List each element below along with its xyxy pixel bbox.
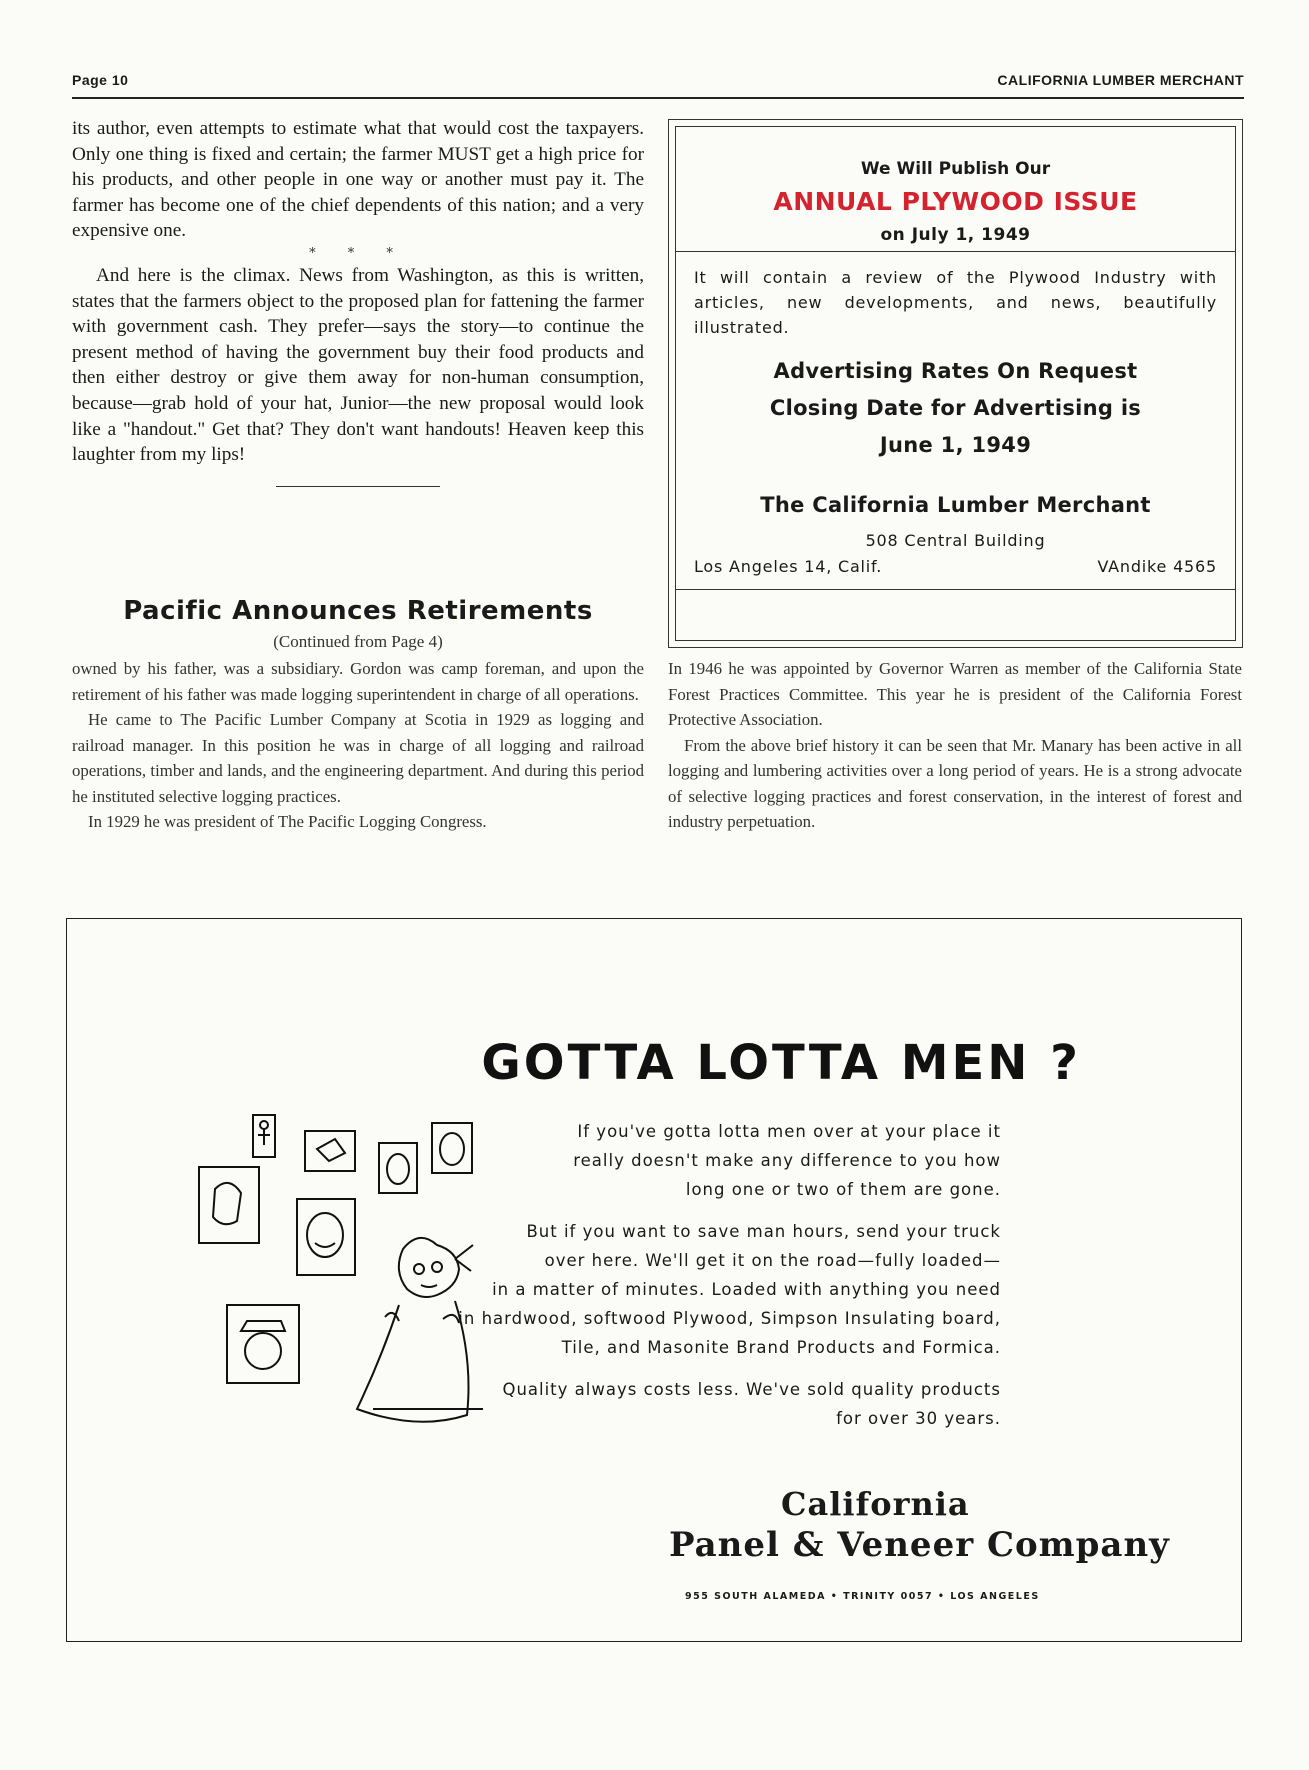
portrait-frame	[253, 1115, 275, 1157]
retirements-right-column	[668, 656, 1242, 835]
ad-rule	[676, 589, 1235, 590]
cartoon-illustration	[137, 1109, 557, 1469]
article-paragraph: In 1946 he was appointed by Governor Warren as member of the California State Forest Practices Committee. This year he is president of the California Forest Protective Association.	[668, 659, 1242, 729]
ad-text-line: long one or two of them are gone.	[685, 1180, 1001, 1199]
ad-text-line: Tile, and Masonite Brand Products and Formica.	[561, 1338, 1001, 1357]
ad-phone: VAndike 4565	[1097, 557, 1217, 576]
ad-text-line: really doesn't make any difference to you how	[573, 1151, 1001, 1170]
header-rule	[72, 97, 1244, 99]
ad-inner-border	[675, 126, 1236, 641]
company-footer: 955 SOUTH ALAMEDA • TRINITY 0057 • LOS ANGELES	[685, 1591, 1040, 1602]
ad-address: 508 Central Building	[865, 531, 1046, 550]
article-title: Pacific Announces Retirements	[123, 596, 593, 626]
ad-rule	[676, 251, 1235, 252]
ad-rates: Advertising Rates On Request	[773, 359, 1138, 383]
ad-intro: We Will Publish Our	[860, 159, 1051, 179]
article-paragraph: In 1929 he was president of The Pacific Logging Congress.	[88, 812, 487, 831]
article-paragraph: From the above brief history it can be seen that Mr. Manary has been active in all logging and lumbering activities over a long period of years. He is a strong advocate of selective logging practices and forest conservation, in the interest of forest and industry perpetuation.	[668, 735, 1242, 831]
ad-text-line: in hardwood, softwood Plywood, Simpson Insulating board,	[458, 1309, 1001, 1328]
portrait-frame	[297, 1199, 355, 1275]
ad-text-line: in a matter of minutes. Loaded with anything you need	[492, 1280, 1001, 1299]
ad-closing: Closing Date for Advertising is	[769, 396, 1142, 420]
ad-headline: ANNUAL PLYWOOD ISSUE	[773, 187, 1138, 216]
ad-publisher: The California Lumber Merchant	[760, 493, 1151, 517]
woman-figure	[357, 1238, 483, 1422]
ad-body: It will contain a review of the Plywood Industry with articles, new developments, and news, beautifully illustrated.	[694, 268, 1217, 337]
ad-closing-date: June 1, 1949	[879, 433, 1032, 457]
company-ad-headline: GOTTA LOTTA MEN ?	[481, 1035, 1081, 1091]
company-ad	[66, 918, 1242, 1642]
article-paragraph: owned by his father, was a subsidiary. Gordon was camp foreman, and upon the retirement of his father was made logging superintendent in charge of all operations.	[72, 659, 644, 704]
ad-text-line: But if you want to save man hours, send your truck	[526, 1222, 1001, 1241]
company-ad-paragraph	[573, 1117, 1001, 1204]
portrait-frame	[432, 1123, 472, 1173]
ad-text-line: If you've gotta lotta men over at your place it	[577, 1122, 1001, 1141]
portrait-frame	[379, 1143, 417, 1193]
editorial-column	[72, 116, 644, 487]
editorial-paragraph: its author, even attempts to estimate what that would cost the taxpayers. Only one thing is fixed and certain; the farmer MUST get a high price for his products, and other people in one way or another must pay it. The farmer has become one of the chief dependents of this nation; and a very expensive one.	[72, 118, 644, 242]
portrait-frame	[305, 1131, 355, 1171]
section-separator: * * *	[309, 245, 407, 261]
portrait-frame	[227, 1305, 299, 1383]
portrait-frame	[199, 1167, 259, 1243]
company-ad-paragraph	[502, 1375, 1001, 1433]
page-header	[72, 72, 1244, 88]
company-logo-line2: Panel & Veneer Company	[669, 1525, 1170, 1565]
continued-note: (Continued from Page 4)	[273, 632, 443, 651]
article-divider	[276, 486, 440, 487]
ad-date: on July 1, 1949	[880, 225, 1031, 245]
publication-name: CALIFORNIA LUMBER MERCHANT	[997, 72, 1244, 88]
plywood-issue-ad	[668, 119, 1243, 648]
ad-city: Los Angeles 14, Calif.	[694, 557, 883, 576]
article-paragraph: He came to The Pacific Lumber Company at Scotia in 1929 as logging and railroad manager. In this position he was in charge of all logging and railroad operations, timber and lands, and the engineering department. And during this period he instituted selective logging practices.	[72, 710, 644, 806]
ad-text-line: over here. We'll get it on the road—fully loaded—	[544, 1251, 1001, 1270]
retirements-left-column	[72, 656, 644, 835]
ad-text-line: Quality always costs less. We've sold quality products	[502, 1380, 1001, 1399]
ad-text-line: for over 30 years.	[836, 1409, 1001, 1428]
editorial-paragraph: And here is the climax. News from Washington, as this is written, states that the farmers object to the proposed plan for fattening the farmer with government cash. They prefer—says the story—to continue the present method of having the government buy their food products and then either destroy or give them away for non-human consumption, because—grab hold of your hat, Junior—the new proposal would look like a "handout." Get that? They don't want handouts! Heaven keep this laughter from my lips!	[72, 264, 644, 466]
company-logo-line1: California	[781, 1485, 970, 1523]
page-number: Page 10	[72, 72, 129, 88]
